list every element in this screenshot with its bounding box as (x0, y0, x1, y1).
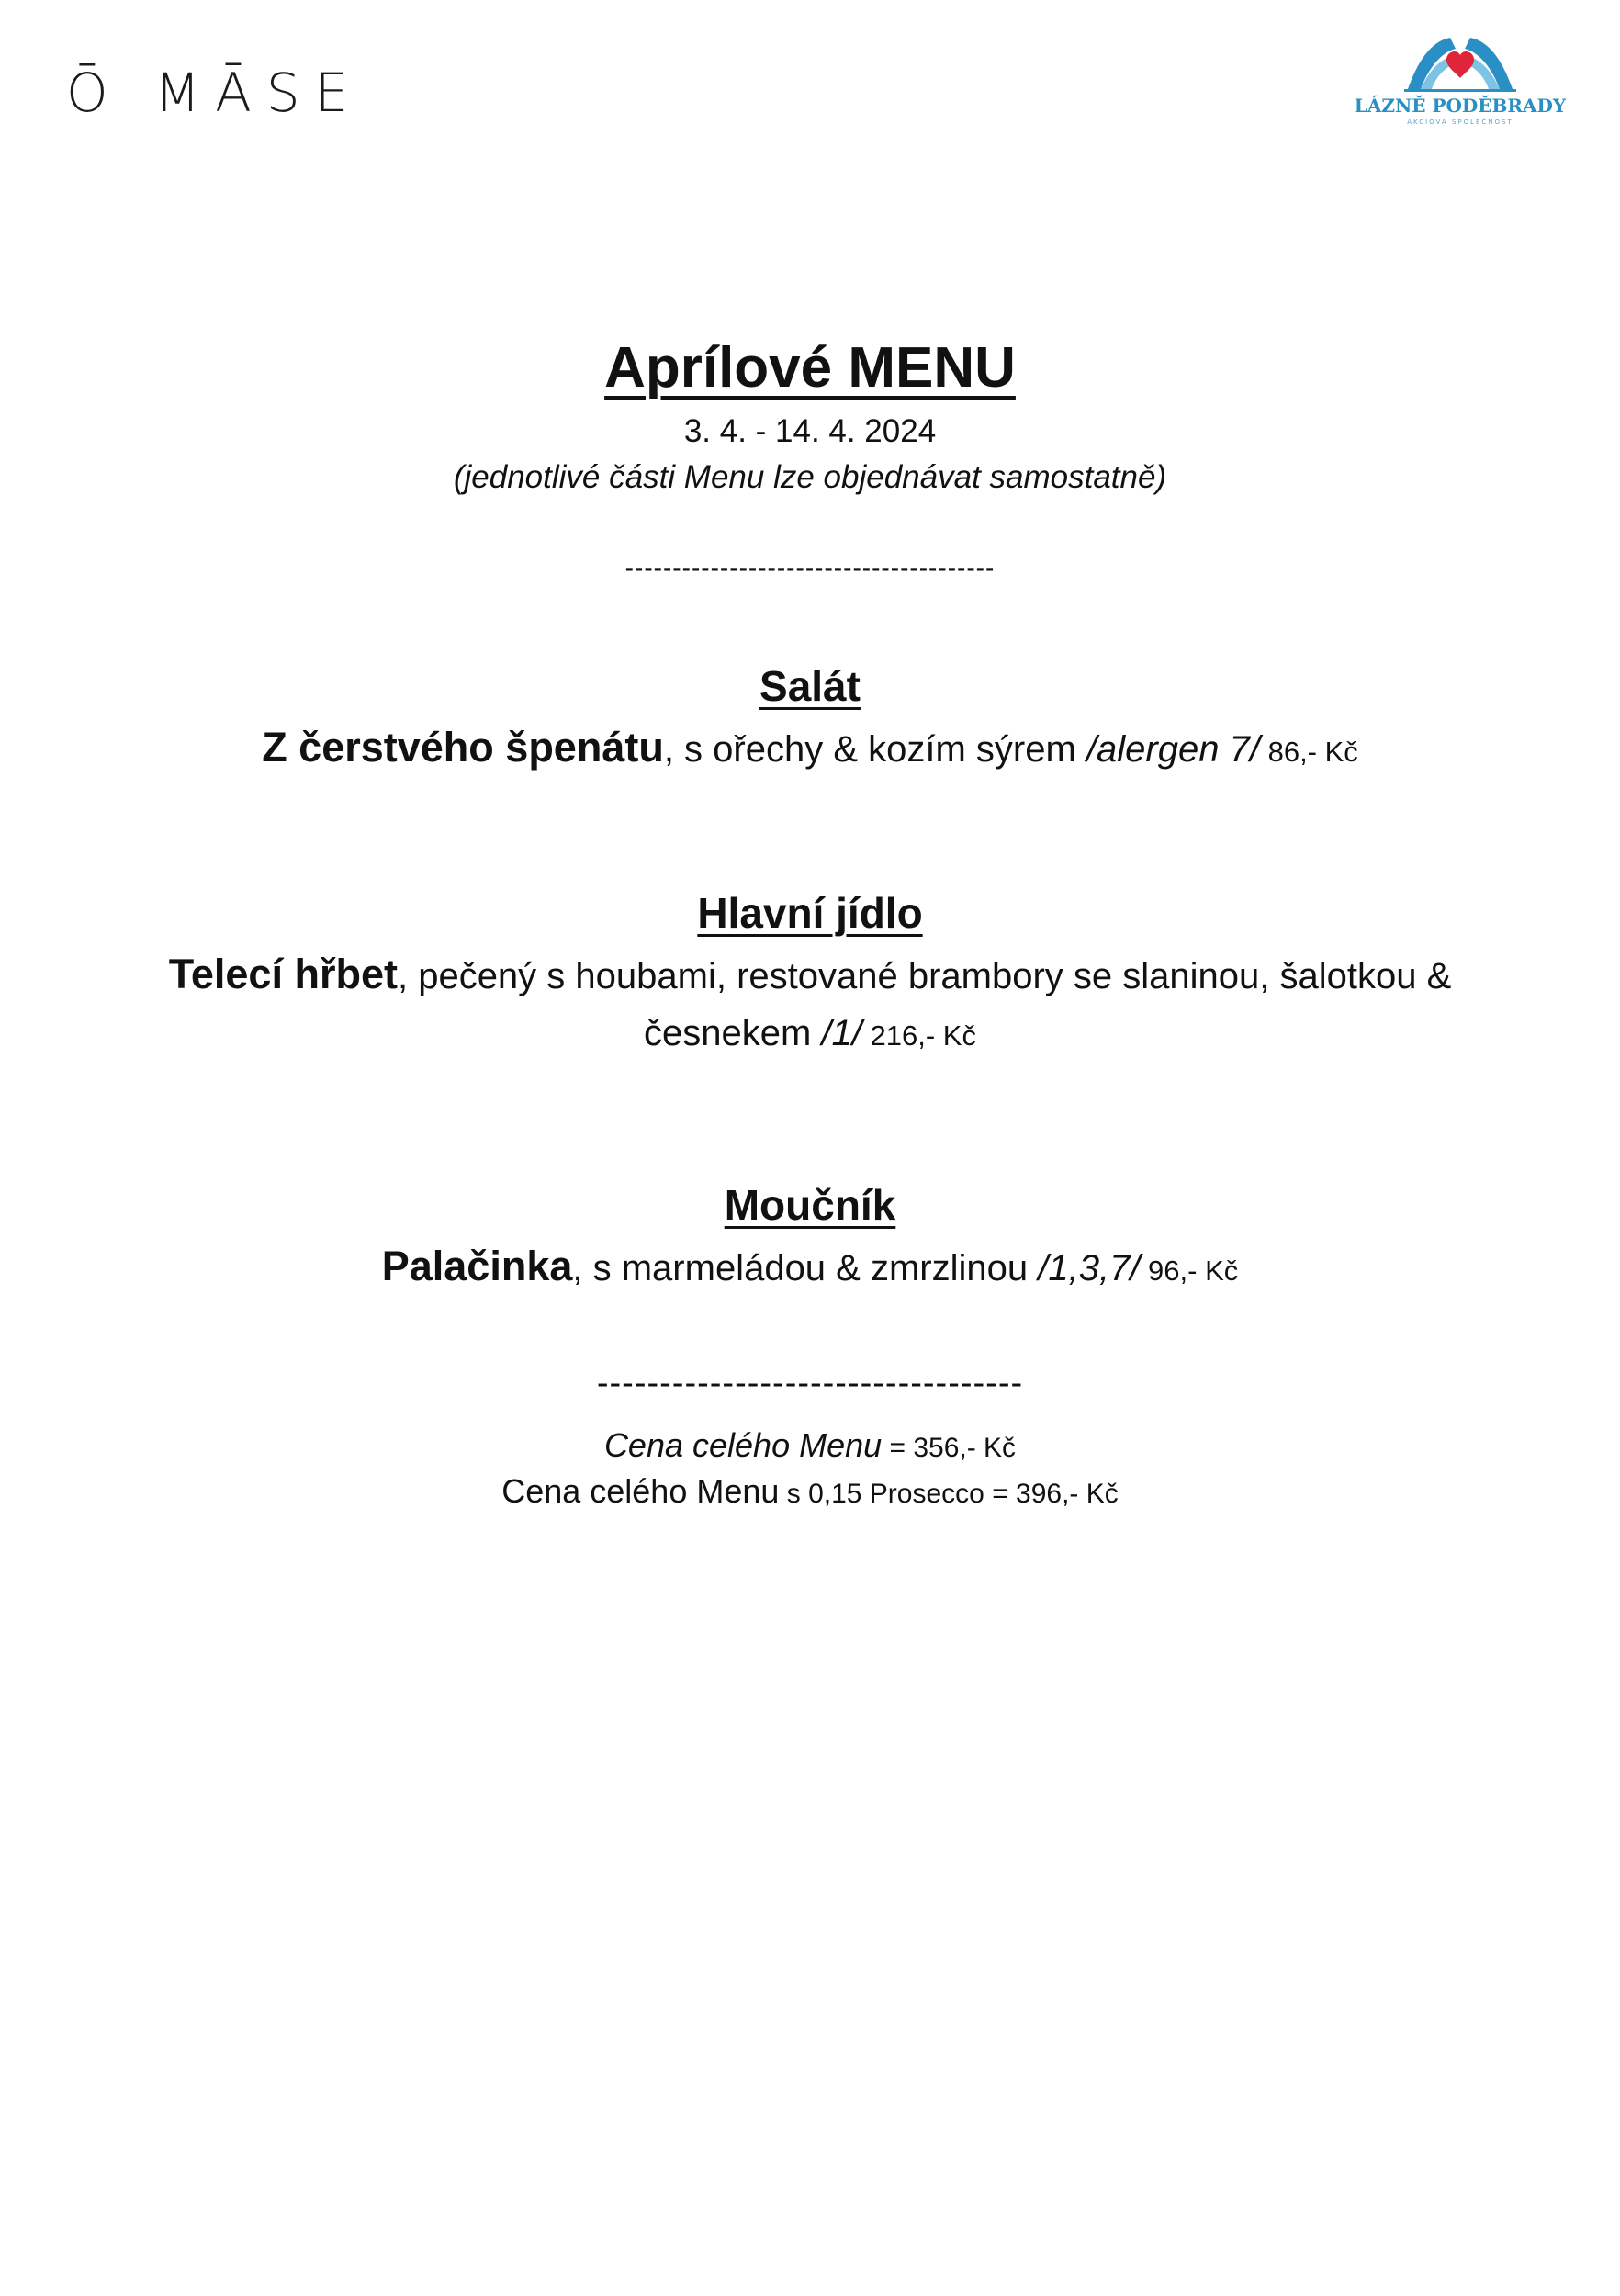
dish-name: Palačinka (381, 1243, 573, 1289)
lazne-brand-name: LÁZNĚ PODĚBRADY (1354, 95, 1567, 117)
dish-allergen: /alergen 7/ (1086, 729, 1260, 770)
section-heading-hlavni-jidlo: Hlavní jídlo (697, 889, 923, 937)
dish-allergen: /1/ (821, 1013, 862, 1053)
dish-price: 96,- Kč (1140, 1255, 1239, 1287)
omase-logo: Ō MĀSE (66, 62, 364, 124)
menu-dates: 3. 4. - 14. 4. 2024 (683, 413, 937, 449)
section-heading-salat: Salát (759, 662, 861, 710)
section-heading-moucnik: Moučník (724, 1181, 896, 1229)
dish-salat (92, 719, 1528, 781)
total-price-value: = 356,- Kč (882, 1433, 1017, 1463)
lazne-podebrady-logo (1345, 32, 1575, 152)
dish-description: , pečený s houbami, restované brambory se slaninou, šalotkou & česnekem (397, 956, 1452, 1053)
lazne-brand-subtitle: AKCIOVÁ SPOLEČNOST (1407, 118, 1513, 126)
dish-allergen: /1,3,7/ (1038, 1248, 1141, 1289)
dish-price: 86,- Kč (1259, 736, 1358, 768)
dish-name: Z čerstvého špenátu (262, 724, 664, 771)
menu-note: (jednotlivé části Menu lze objednávat samostatně) (453, 459, 1167, 495)
dish-hlavni-jidlo (92, 946, 1528, 1064)
total-price (0, 1426, 1620, 1465)
total-price-prosecco-label: Cena celého Menu (501, 1472, 780, 1510)
total-price-prosecco (0, 1472, 1620, 1511)
dish-name: Telecí hřbet (168, 951, 398, 997)
top-separator: --------------------------------------- (624, 554, 996, 582)
bottom-separator: ---------------------------------- (596, 1364, 1024, 1402)
dish-description: , s marmeládou & zmrzlinou (572, 1248, 1039, 1289)
dish-price: 216,- Kč (861, 1019, 976, 1052)
total-price-label: Cena celého Menu (603, 1426, 883, 1464)
total-price-prosecco-value: s 0,15 Prosecco = 396,- Kč (779, 1479, 1119, 1509)
lazne-podebrady-heart-arch-icon (1401, 32, 1520, 93)
dish-moucnik (92, 1238, 1528, 1300)
menu-title: Aprílové MENU (604, 336, 1016, 400)
dish-description: , s ořechy & kozím sýrem (663, 729, 1086, 770)
